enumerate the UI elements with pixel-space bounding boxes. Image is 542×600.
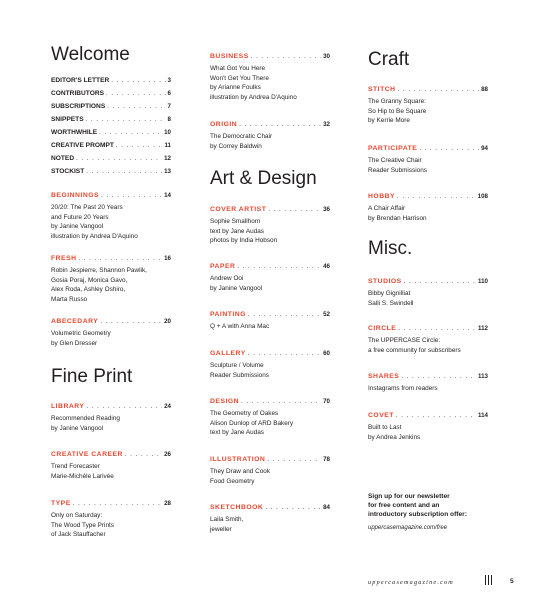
dot-leader <box>86 117 166 123</box>
toc-entry-description: Sculpture / Volume Reader Submissions <box>210 362 269 379</box>
toc-entry-business[interactable] <box>210 53 330 102</box>
toc-entry-description: The Granny Square: So Hip to Be Square by Kerrie More <box>368 98 427 125</box>
toc-entry-library[interactable] <box>51 403 171 433</box>
toc-entry-title: PAINTING <box>210 311 246 318</box>
toc-entry-description: The UPPERCASE Circle: a free community for subscribers <box>368 337 461 354</box>
toc-entry-title: FRESH <box>51 255 77 262</box>
dot-leader <box>251 54 321 60</box>
toc-entry-origin[interactable] <box>210 121 330 151</box>
toc-entry-description: The Geometry of Oakes Alison Dunlop of ARD Bakery text by Jane Audas <box>210 410 294 437</box>
dot-leader <box>241 399 321 405</box>
toc-entry-page: 112 <box>478 325 488 332</box>
toc-entry[interactable] <box>51 116 171 129</box>
toc-entry-page: 3 <box>167 77 171 84</box>
dot-leader <box>79 256 163 262</box>
section-heading-craft: Craft <box>368 49 410 70</box>
toc-entry-page: 13 <box>164 168 171 175</box>
toc-entry-stitch[interactable] <box>368 86 488 126</box>
toc-entry-painting[interactable] <box>210 311 330 332</box>
toc-entry-page: 8 <box>167 116 171 123</box>
dot-leader <box>86 404 162 410</box>
dot-leader <box>404 279 476 285</box>
dot-leader <box>248 312 321 318</box>
toc-entry-title: SHARES <box>368 373 400 380</box>
toc-entry-title: STITCH <box>368 86 396 93</box>
toc-entry-title: COVER ARTIST <box>210 206 267 213</box>
dot-leader <box>396 413 476 419</box>
toc-entry-title: ORIGIN <box>210 121 238 128</box>
toc-entry-beginnings[interactable] <box>51 192 171 241</box>
toc-entry-page: 30 <box>323 53 330 60</box>
toc-entry-page: 94 <box>481 145 488 152</box>
toc-entry-description: 20/20: The Past 20 Years and Future 20 Years by Janine Vangool illustration by Andrea D'Aquino <box>51 204 138 240</box>
dot-leader <box>76 156 162 162</box>
dot-leader <box>100 319 162 325</box>
toc-entry-page: 24 <box>164 403 171 410</box>
dot-leader <box>99 130 162 136</box>
toc-entry-page: 11 <box>164 142 171 149</box>
toc-entry-studios[interactable] <box>368 278 488 308</box>
section-heading-fine-print: Fine Print <box>51 366 133 387</box>
toc-entry-description: Sophie Smallhorn text by Jane Audas photos by India Hobson <box>210 218 278 245</box>
toc-entry-title: ABECEDARY <box>51 318 99 325</box>
toc-entry-page: 88 <box>481 86 488 93</box>
dot-leader <box>116 143 163 149</box>
toc-entry-description: Only on Saturday: The Wood Type Prints of Jack Stauffacher <box>51 512 114 539</box>
dot-leader <box>398 87 480 93</box>
toc-entry-page: 16 <box>164 255 171 262</box>
toc-entry-page: 36 <box>323 206 330 213</box>
dot-leader <box>73 501 162 507</box>
toc-entry-description: The Creative Chair Reader Submissions <box>368 157 427 174</box>
section-heading-welcome: Welcome <box>51 44 130 65</box>
toc-entry-page: 14 <box>164 192 171 199</box>
toc-entry-title: CREATIVE CAREER <box>51 451 123 458</box>
toc-entry-title: COVET <box>368 412 394 419</box>
toc-entry-description: Trend Forecaster Marie-Michèle Larivée <box>51 463 114 480</box>
toc-entry-title: GALLERY <box>210 350 246 357</box>
toc-entry-description: Recommended Reading by Janine Vangool <box>51 415 120 432</box>
toc-entry-title: BUSINESS <box>210 53 249 60</box>
toc-entry-description: A Chair Affair by Brendan Harrison <box>368 205 427 222</box>
toc-entry-page: 60 <box>323 350 330 357</box>
toc-entry-hobby[interactable] <box>368 193 488 223</box>
toc-entry-title: TYPE <box>51 500 71 507</box>
toc-entry-page: 12 <box>164 155 171 162</box>
toc-entry-title: CONTRIBUTORS <box>51 90 104 97</box>
toc-entry-title: EDITOR'S LETTER <box>51 77 110 84</box>
toc-entry[interactable] <box>51 142 171 155</box>
toc-entry-page: 7 <box>167 103 171 110</box>
dot-leader <box>237 264 321 270</box>
toc-entry-page: 26 <box>164 451 171 458</box>
toc-entry-illustration[interactable] <box>210 456 330 486</box>
toc-entry-title: CIRCLE <box>368 325 397 332</box>
dot-leader <box>239 122 321 128</box>
toc-entry-page: 10 <box>164 129 171 136</box>
section-heading-art-design: Art & Design <box>210 168 317 189</box>
toc-entry-title: WORTHWHILE <box>51 129 98 136</box>
toc-entry[interactable] <box>51 103 171 116</box>
toc-entry[interactable] <box>51 129 171 142</box>
toc-entry-page: 78 <box>323 456 330 463</box>
toc-entry-page: 20 <box>164 318 171 325</box>
toc-entry-covet[interactable] <box>368 412 488 442</box>
toc-entry-page: 32 <box>323 121 330 128</box>
newsletter-promo <box>368 492 498 531</box>
toc-entry-participate[interactable] <box>368 145 488 175</box>
toc-entry[interactable] <box>51 77 171 90</box>
toc-entry-description: Volumetric Geometry by Glen Dresser <box>51 330 111 347</box>
dot-leader <box>248 351 321 357</box>
toc-entry-title: HOBBY <box>368 193 396 200</box>
dot-leader <box>419 146 479 152</box>
dot-leader <box>398 326 476 332</box>
toc-entry-page: 52 <box>323 311 330 318</box>
toc-entry-page: 46 <box>323 263 330 270</box>
toc-entry-page: 113 <box>478 373 488 380</box>
newsletter-text: Sign up for our newsletter for free content and an introductory subscription offer: <box>368 493 467 518</box>
toc-entry-title: SKETCHBOOK <box>210 504 264 511</box>
toc-entry-description: Andrew Ooi by Janine Vangool <box>210 275 263 292</box>
toc-entry-gallery[interactable] <box>210 350 330 380</box>
toc-entry-title: STOCKIST <box>51 168 85 175</box>
toc-entry-title: SNIPPETS <box>51 116 84 123</box>
toc-entry-title: SUBSCRIPTIONS <box>51 103 106 110</box>
toc-entry-page: 110 <box>478 278 488 285</box>
dot-leader <box>101 193 162 199</box>
toc-entry-sketchbook[interactable] <box>210 504 330 534</box>
dot-leader <box>111 78 165 84</box>
toc-entry-title: NOTED <box>51 155 75 162</box>
toc-entry-description: Instagrams from readers <box>368 385 438 392</box>
dot-leader <box>397 194 476 200</box>
toc-entry-description: They Draw and Cook Food Geometry <box>210 468 271 485</box>
toc-entry-description: The Democratic Chair by Correy Baldwin <box>210 133 273 150</box>
toc-entry-title: ILLUSTRATION <box>210 456 266 463</box>
toc-entry-page: 114 <box>478 412 488 419</box>
dot-leader <box>267 457 321 463</box>
toc-entry[interactable] <box>51 155 171 168</box>
toc-entry-type[interactable] <box>51 500 171 540</box>
toc-entry-creative-career[interactable] <box>51 451 171 481</box>
dot-leader <box>401 374 476 380</box>
toc-entry-title: BEGINNINGS <box>51 192 100 199</box>
footer-site-url: uppercasemagazine.com <box>368 579 454 586</box>
toc-entry[interactable] <box>51 168 171 181</box>
toc-entry-description: What Got You Here Won't Get You There by Arianne Foulks illustration by Andrea D'Aquino <box>210 65 297 101</box>
toc-entry-title: PAPER <box>210 263 236 270</box>
newsletter-link[interactable]: uppercasemagazine.com/free <box>368 525 448 531</box>
toc-entry-page: 108 <box>477 193 488 200</box>
toc-entry-title: DESIGN <box>210 398 240 405</box>
toc-entry-title: PARTICIPATE <box>368 145 418 152</box>
dot-leader <box>107 104 165 110</box>
toc-entry-shares[interactable] <box>368 373 488 394</box>
toc-entry-paper[interactable] <box>210 263 330 293</box>
toc-entry-title: STUDIOS <box>368 278 402 285</box>
footer-bars-icon <box>485 575 493 585</box>
page-number: 5 <box>510 578 514 585</box>
toc-entry-title: CREATIVE PROMPT <box>51 142 114 149</box>
dot-leader <box>265 505 321 511</box>
toc-entry-cover-artist[interactable] <box>210 206 330 246</box>
toc-entry-description: Laila Smith, jeweller <box>210 516 244 533</box>
toc-entry-page: 28 <box>164 500 171 507</box>
toc-entry-fresh[interactable] <box>51 255 171 304</box>
toc-entry-page: 84 <box>323 504 330 511</box>
dot-leader <box>125 452 162 458</box>
toc-entry-title: LIBRARY <box>51 403 85 410</box>
toc-entry-abecedary[interactable] <box>51 318 171 348</box>
toc-entry-description: Bibby Gignilliat Salli S. Swindell <box>368 290 414 307</box>
toc-entry-description: Robin Jespierre, Shannon Pawlik, Gosia Poraj, Monica Gavo, Alex Roda, Ashley Oshiro, Marta Russo <box>51 267 147 303</box>
toc-entry-circle[interactable] <box>368 325 488 355</box>
toc-entry-description: Q + A with Anna Mac <box>210 323 270 330</box>
toc-entry-page: 70 <box>323 398 330 405</box>
dot-leader <box>86 169 162 175</box>
section-heading-misc: Misc. <box>368 238 413 259</box>
dot-leader <box>106 91 166 97</box>
toc-entry[interactable] <box>51 90 171 103</box>
toc-entry-design[interactable] <box>210 398 330 438</box>
toc-entry-page: 6 <box>167 90 171 97</box>
dot-leader <box>268 207 321 213</box>
toc-entry-description: Built to Last by Andrea Jenkins <box>368 424 421 441</box>
